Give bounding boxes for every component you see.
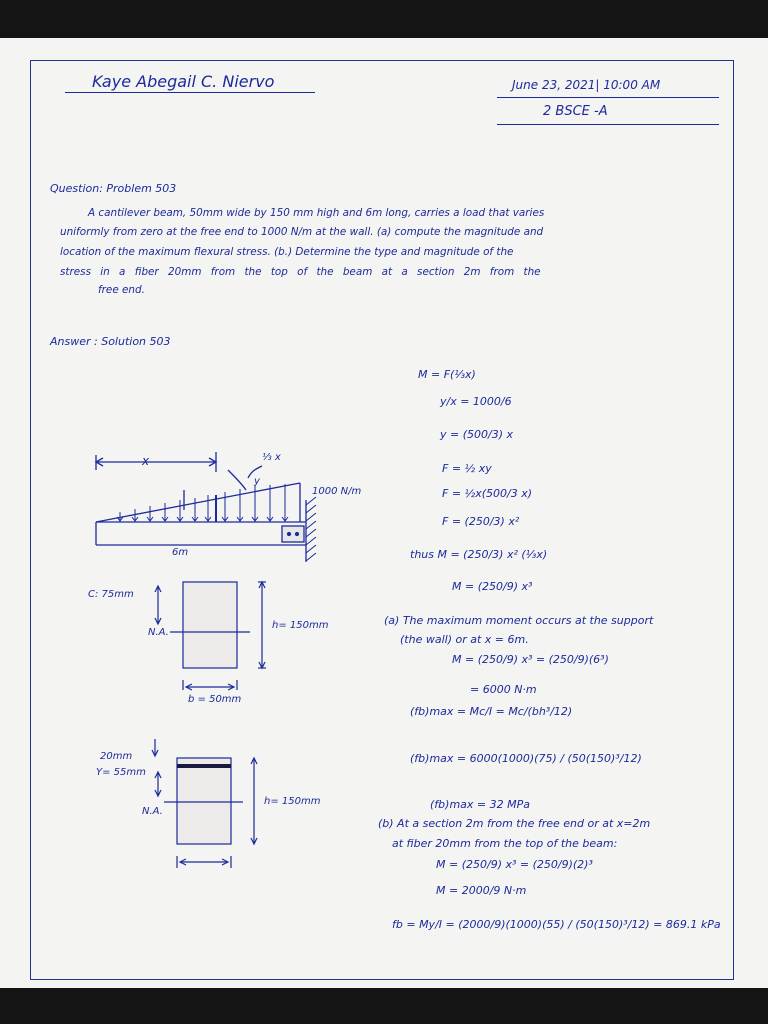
- solution-line-18: M = (250/9) x³ = (250/9)(2)³: [436, 858, 593, 871]
- beam-length-label: 6m: [172, 547, 189, 558]
- x-dimension-label: x: [142, 454, 150, 468]
- question-line-4: stress in a fiber 20mm from the top of the beam at a section 2m from the: [60, 266, 541, 278]
- solution-line-13: (fb)max = Mc/I = Mc/(bh³/12): [410, 705, 573, 718]
- fiber-distance-label: 20mm: [100, 751, 133, 762]
- solution-line-17: at fiber 20mm from the top of the beam:: [392, 837, 618, 850]
- solution-line-10: (the wall) or at x = 6m.: [400, 633, 529, 646]
- solution-line-8: M = (250/9) x³: [452, 580, 533, 593]
- solution-line-6: F = (250/3) x²: [442, 515, 520, 528]
- question-line-3: location of the maximum flexural stress. (b.) Determine the type and magnitude of the: [60, 246, 514, 258]
- height-label-2: h= 150mm: [264, 796, 321, 807]
- date-time: June 23, 2021| 10:00 AM: [512, 78, 661, 92]
- load-intensity-label: 1000 N/m: [312, 486, 362, 497]
- y-height-label: y: [254, 476, 260, 487]
- solution-line-19: M = 2000/9 N·m: [436, 884, 527, 897]
- solution-line-20: fb = My/I = (2000/9)(1000)(55) / (50(150)³/12) = 869.1 kPa: [392, 918, 721, 931]
- solution-line-12: = 6000 N·m: [470, 683, 537, 696]
- question-line-2: uniformly from zero at the free end to 1000 N/m at the wall. (a) compute the magnitude and: [60, 226, 544, 238]
- third-x-label: ⅓ x: [262, 452, 281, 463]
- solution-line-15: (fb)max = 32 MPa: [430, 798, 530, 811]
- solution-line-9: (a) The maximum moment occurs at the support: [384, 614, 654, 627]
- c-distance-label: C: 75mm: [88, 589, 134, 600]
- solution-line-3: y = (500/3) x: [440, 428, 514, 441]
- answer-label: Answer : Solution 503: [50, 335, 171, 348]
- question-label: Question: Problem 503: [50, 182, 177, 195]
- question-line-1: A cantilever beam, 50mm wide by 150 mm high and 6m long, carries a load that varies: [88, 207, 545, 219]
- student-name: Kaye Abegail C. Niervo: [92, 72, 275, 91]
- y-distance-label: Y= 55mm: [96, 767, 146, 778]
- solution-line-16: (b) At a section 2m from the free end or at x=2m: [378, 817, 651, 830]
- solution-line-7: thus M = (250/3) x² (⅓x): [410, 548, 548, 561]
- height-label: h= 150mm: [272, 620, 329, 631]
- neutral-axis-label: N.A.: [148, 627, 169, 638]
- class-section: 2 BSCE -A: [543, 104, 608, 119]
- question-line-5: free end.: [98, 284, 145, 296]
- neutral-axis-label-2: N.A.: [142, 806, 163, 817]
- solution-line-4: F = ½ xy: [442, 462, 492, 475]
- solution-line-1: M = F(⅓x): [418, 368, 476, 381]
- solution-line-5: F = ½x(500/3 x): [442, 487, 532, 500]
- width-label: b = 50mm: [188, 694, 242, 705]
- solution-line-2: y/x = 1000/6: [440, 395, 512, 408]
- solution-line-11: M = (250/9) x³ = (250/9)(6³): [452, 653, 609, 666]
- solution-line-14: (fb)max = 6000(1000)(75) / (50(150)³/12): [410, 752, 642, 765]
